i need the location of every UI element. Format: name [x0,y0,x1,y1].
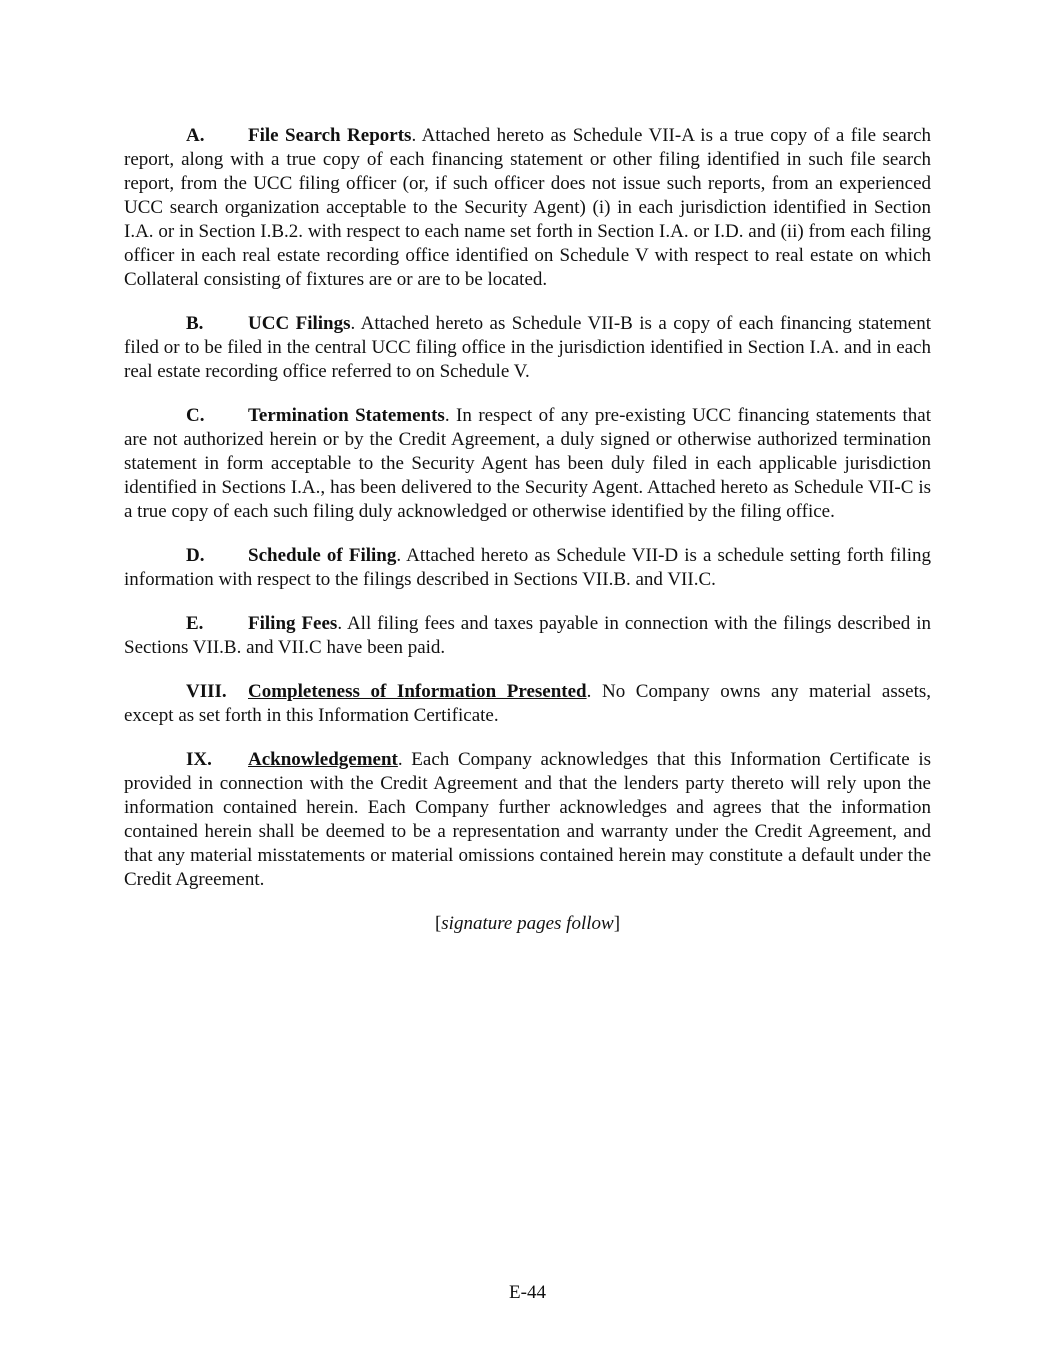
section-ix-number: IX. [186,749,212,770]
section-e-body: . All filing fees and taxes payable in connection with the filings described in Sections VII.B. and VII.C have been paid. [124,613,931,658]
section-c-number: C. [186,405,205,426]
section-d-body: . Attached hereto as Schedule VII-D is a schedule setting forth filing information with respect to the filings described in Sections VII.B. and VII.C. [124,545,931,590]
section-viii-heading: Completeness of Information Presented [248,681,587,702]
section-ix-body: . Each Company acknowledges that this Information Certificate is provided in connection with the Credit Agreement and that the lenders party thereto will rely upon the information contained herein. Each Company further acknowledges and agrees that the information contained herein shall be deemed to be a representation and warranty under the Credit Agreement, and that any material misstatements or material omissions contained herein may constitute a default under the Credit Agreement. [124,749,931,890]
section-a-number: A. [186,125,205,146]
section-b-number: B. [186,313,204,334]
section-c-paragraph [124,404,931,524]
section-ix-heading: Acknowledgement [248,749,398,770]
section-e-number: E. [186,613,204,634]
signature-note [124,912,931,936]
section-a-paragraph [124,124,931,292]
section-d-paragraph [124,544,931,592]
section-a-body: . Attached hereto as Schedule VII-A is a true copy of a file search report, along with a true copy of each financing statement or other filing identified in such file search report, from the UCC filing officer (or, if such officer does not issue such reports, from an experienced UCC search organization acceptable to the Security Agent) (i) in each jurisdiction identified in Section I.A. or in Section I.B.2. with respect to each name set forth in Section I.A. or I.D. and (ii) from each filing officer in each real estate recording office identified on Schedule V with respect to real estate on which Collateral consisting of fixtures are or are to be located. [124,125,932,290]
signature-note-close: ] [613,913,621,934]
section-ix-paragraph [124,748,931,892]
section-viii-paragraph [124,680,931,728]
section-a-heading: File Search Reports [248,125,412,146]
signature-note-open: [ [434,913,442,934]
section-c-heading: Termination Statements [248,405,445,426]
section-e-paragraph [124,612,931,660]
signature-note-text: signature pages follow [441,913,614,934]
page-number: E-44 [509,1282,546,1303]
section-b-body: . Attached hereto as Schedule VII-B is a copy of each financing statement filed or to be filed in the central UCC filing office in the jurisdiction identified in Section I.A. and in each real estate recording office referred to on Schedule V. [124,313,932,382]
section-b-paragraph [124,312,931,384]
document-page [124,124,931,936]
section-b-heading: UCC Filings [248,313,351,334]
section-d-number: D. [186,545,205,566]
section-d-heading: Schedule of Filing [248,545,397,566]
section-viii-body: . No Company owns any material assets, except as set forth in this Information Certificate. [124,681,931,726]
section-c-body: . In respect of any pre-existing UCC financing statements that are not authorized herein or by the Credit Agreement, a duly signed or otherwise authorized termination statement in form acceptable to the Security Agent has been duly filed in each applicable jurisdiction identified in Sections I.A., has been delivered to the Security Agent. Attached hereto as Schedule VII-C is a true copy of each such filing duly acknowledged or otherwise identified by the filing office. [124,405,932,522]
section-viii-number: VIII. [186,681,227,702]
section-e-heading: Filing Fees [248,613,338,634]
